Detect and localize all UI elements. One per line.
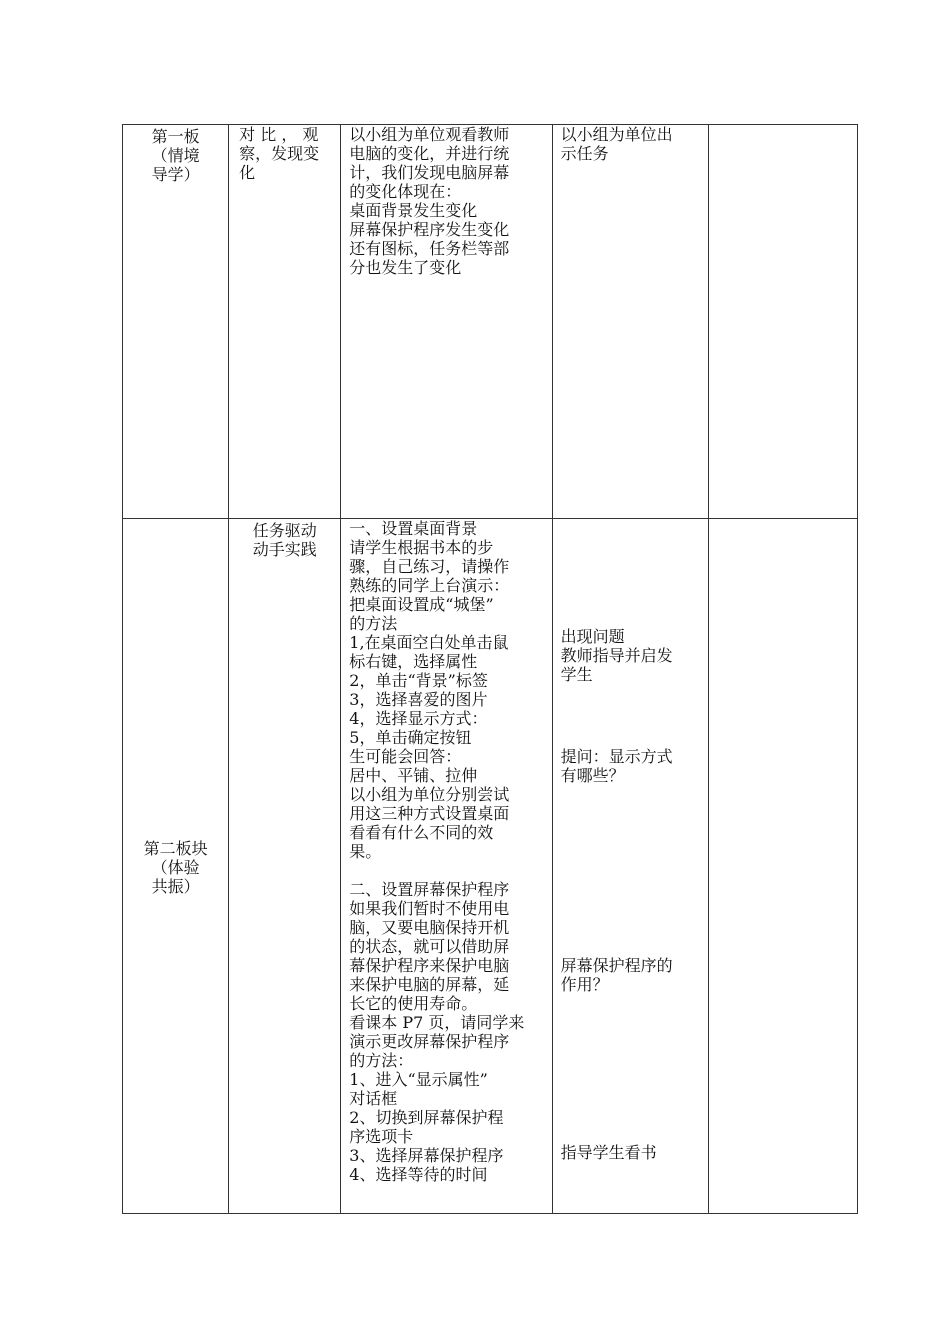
content-line: 把桌面设置成“城堡”: [349, 595, 494, 614]
stage-cell: [123, 519, 229, 1214]
teacher-line: 出现问题: [560, 627, 625, 646]
content-line: 1,在桌面空白处单击鼠: [349, 633, 509, 652]
content-line: 演示更改屏幕保护程序: [349, 1032, 510, 1051]
content-line: 以小组为单位分别尝试: [349, 785, 510, 804]
goal-line: 察，发现变: [239, 144, 320, 163]
teacher-activity-cell: [552, 125, 708, 519]
stage-line: （情境: [151, 146, 200, 165]
content-line: 果。: [349, 842, 382, 861]
content-line: 以小组为单位观看教师: [349, 125, 510, 144]
teacher-note-question: [561, 747, 673, 785]
content-line: 5，单击确定按钮: [349, 728, 472, 747]
content-line: 来保护电脑的屏幕，延: [349, 975, 510, 994]
content-line: 的变化体现在：: [349, 182, 462, 201]
stage-line: 第二板块: [143, 838, 208, 858]
content-line: 看课本 P7 页，请同学来: [349, 1013, 525, 1032]
content-line: 脑，又要电脑保持开机: [349, 918, 510, 937]
content-line: 3，选择喜爱的图片: [349, 690, 488, 709]
content-line: 看看有什么不同的效: [349, 823, 494, 842]
content-line: 幕保护程序来保护电脑: [349, 956, 510, 975]
content-line: 的方法：: [349, 1051, 414, 1070]
content-line: 请学生根据书本的步: [349, 538, 494, 557]
content-line: 2、切换到屏幕保护程: [349, 1108, 504, 1127]
table-row: [123, 125, 858, 519]
content-line: 的状态，就可以借助屏: [349, 937, 510, 956]
student-activity-cell: [341, 519, 552, 1214]
content-line: 序选项卡: [349, 1127, 414, 1146]
content-line: 计，我们发现电脑屏幕: [349, 163, 510, 182]
content-line: 对话框: [349, 1089, 398, 1108]
content-line: 分也发生了变化: [349, 258, 462, 277]
content-line: 桌面背景发生变化: [349, 201, 478, 220]
stage-line: 导学）: [151, 165, 200, 184]
stage-line: 共振）: [151, 876, 200, 896]
content-line: 居中、平铺、拉伸: [349, 766, 478, 785]
content-line: 的方法: [349, 614, 398, 633]
teacher-line: 屏幕保护程序的: [560, 956, 673, 975]
goal-cell: [229, 125, 341, 519]
teacher-line: 示任务: [560, 144, 609, 163]
content-line: 用这三种方式设置桌面: [349, 804, 510, 823]
content-line: 二、设置屏幕保护程序: [349, 880, 510, 899]
teacher-note-problem: [561, 627, 673, 684]
table-row: [123, 519, 858, 1214]
lesson-plan-table: [122, 124, 858, 1214]
content-line: 生可能会回答：: [349, 747, 462, 766]
content-line: 1、进入“显示属性”: [349, 1070, 488, 1089]
goal-line: 任务驱动: [252, 521, 317, 540]
teacher-note-guide: [561, 1143, 657, 1162]
teacher-line: 有哪些？: [560, 766, 625, 785]
goal-line: 对 比 ， 观: [239, 125, 319, 144]
content-line: 熟练的同学上台演示：: [349, 576, 510, 595]
student-activity-cell: [341, 125, 552, 519]
teacher-line: 作用？: [560, 975, 609, 994]
content-line: 如果我们暂时不使用电: [349, 899, 510, 918]
content-line: 骤，自己练习，请操作: [349, 557, 510, 576]
stage-line: （体验: [151, 857, 200, 877]
teacher-line: 学生: [560, 665, 593, 684]
goal-line: 动手实践: [252, 540, 317, 559]
content-line: 长它的使用寿命。: [349, 994, 478, 1013]
content-line: 3、选择屏幕保护程序: [349, 1146, 504, 1165]
notes-cell: [708, 519, 857, 1214]
content-line: 标右键，选择属性: [349, 652, 478, 671]
teacher-line: 以小组为单位出: [560, 125, 673, 144]
goal-line: 化: [239, 163, 256, 182]
stage-line: 第一板: [151, 127, 200, 146]
teacher-line: 指导学生看书: [560, 1143, 657, 1162]
stage-cell: [123, 125, 229, 519]
content-line: 屏幕保护程序发生变化: [349, 220, 510, 239]
content-line: 2，单击“背景”标签: [349, 671, 488, 690]
notes-cell: [708, 125, 857, 519]
goal-cell: [229, 519, 341, 1214]
content-line: 电脑的变化，并进行统: [349, 144, 510, 163]
spacer: [349, 861, 543, 880]
content-line: 4、选择等待的时间: [349, 1165, 488, 1184]
content-line: 4，选择显示方式：: [349, 709, 488, 728]
teacher-note-screensaver: [561, 956, 673, 994]
content-line: 一、设置桌面背景: [349, 519, 478, 538]
teacher-activity-cell: [552, 519, 708, 1214]
content-line: 还有图标，任务栏等部: [349, 239, 510, 258]
teacher-line: 提问：显示方式: [560, 747, 673, 766]
teacher-line: 教师指导并启发: [560, 646, 673, 665]
